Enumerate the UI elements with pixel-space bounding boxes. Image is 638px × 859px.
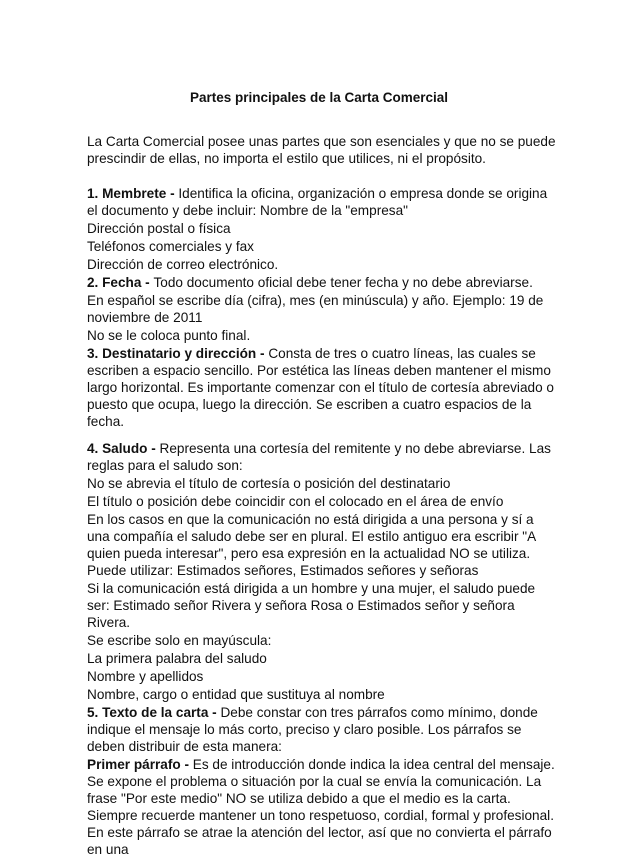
saludo-line: No se abrevia el título de cortesía o posición del destinatario	[87, 476, 451, 491]
section-saludo	[87, 440, 557, 474]
section-text: Representa una cortesía del remitente y no debe abreviarse. Las reglas para el saludo son:	[87, 441, 551, 473]
section-heading: 2. Fecha -	[87, 275, 154, 290]
section-heading: 5. Texto de la carta -	[87, 705, 221, 720]
section-membrete	[87, 185, 557, 219]
section-text: Consta de tres o cuatro líneas, las cuales se escriben a espacio sencillo. Por estética las líneas deben mantener el mismo largo horizontal. Es importante comenzar con el título de cortesía abreviado o puesto que ocupa, luego la dirección. Se escriben a cuatro espacios de la fecha.	[87, 346, 554, 429]
document-body	[87, 133, 557, 859]
subsection-heading: Primer párrafo -	[87, 757, 193, 772]
saludo-line: Se escribe solo en mayúscula:	[87, 633, 272, 648]
page-title: Partes principales de la Carta Comercial	[189, 90, 449, 105]
section-texto	[87, 704, 557, 755]
subsection-primer-parrafo	[87, 756, 557, 858]
saludo-line: Nombre, cargo o entidad que sustituya al nombre	[87, 687, 385, 702]
section-heading: 4. Saludo -	[87, 441, 160, 456]
section-destinatario	[87, 345, 557, 430]
saludo-line: El título o posición debe coincidir con el colocado en el área de envío	[87, 494, 504, 509]
section-heading: 3. Destinatario y dirección -	[87, 346, 269, 361]
saludo-line: Nombre y apellidos	[87, 669, 204, 684]
fecha-line: En español se escribe día (cifra), mes (en minúscula) y año. Ejemplo: 19 de noviembre de 2011	[87, 293, 544, 325]
saludo-line: La primera palabra del saludo	[87, 651, 267, 666]
subsection-text: Es de introducción donde indica la idea central del mensaje. Se expone el problema o situación por la cual se envía la comunicación. La frase "Por este medio" NO se utiliza debido a que el medio es la carta. Siempre recuerde mantener un tono respetuoso, cordial, formal y profesional. En este párrafo se atrae la atención del lector, así que no convierta el párrafo en una	[87, 757, 555, 857]
intro-paragraph: La Carta Comercial posee unas partes que son esenciales y que no se puede prescindir de ellas, no importa el estilo que utilices, ni el propósito.	[87, 134, 556, 166]
fecha-line: No se le coloca punto final.	[87, 328, 251, 343]
membrete-line: Dirección de correo electrónico.	[87, 257, 279, 272]
section-text: Todo documento oficial debe tener fecha y no debe abreviarse.	[153, 275, 533, 290]
section-heading: 1. Membrete -	[87, 186, 179, 201]
section-text: Identifica la oficina, organización o empresa donde se origina el documento y debe incluir: Nombre de la "empresa"	[87, 186, 548, 218]
membrete-line: Dirección postal o física	[87, 221, 231, 236]
membrete-line: Teléfonos comerciales y fax	[87, 239, 254, 254]
section-text: Debe constar con tres párrafos como mínimo, donde indique el mensaje lo más corto, preciso y claro posible. Los párrafos se deben distribuir de esta manera:	[87, 705, 538, 754]
saludo-line: Si la comunicación está dirigida a un hombre y una mujer, el saludo puede ser: Estimado señor Rivera y señora Rosa o Estimados señor y señora Rivera.	[87, 581, 536, 630]
section-fecha	[87, 274, 557, 291]
saludo-line: En los casos en que la comunicación no está dirigida a una persona y sí a una compañía el saludo debe ser en plural. El estilo antiguo era escribir "A quien pueda interesar", pero esa expresión en la actualidad NO se utiliza. Puede utilizar: Estimados señores, Estimados señores y señoras	[87, 512, 536, 578]
